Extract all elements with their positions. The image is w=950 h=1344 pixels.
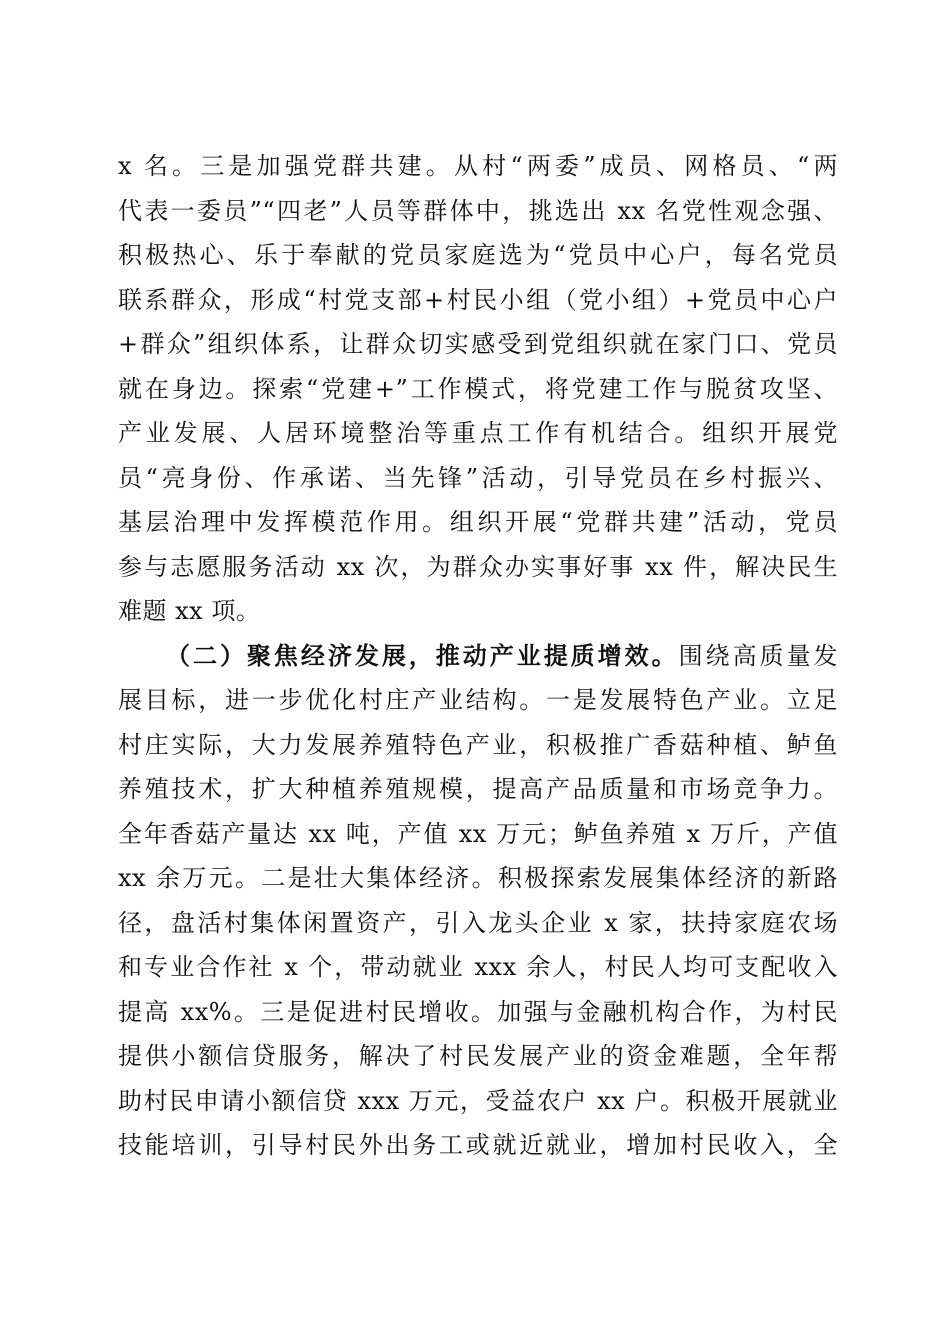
text-line: x 名。三是加强党群共建。从村“两委”成员、网格员、“两 [118, 152, 838, 180]
text-line: 代表一委员”“四老”人员等群体中，挑选出 xx 名党性观念强、 [118, 196, 838, 225]
text-line: +群众”组织体系，让群众切实感受到党组织就在家门口、党员 [118, 330, 838, 358]
section-heading-line [118, 634, 838, 679]
text-line: 员“亮身份、作承诺、当先锋”活动，引导党员在乡村振兴、 [118, 463, 838, 492]
text-line: 难题 xx 项。 [118, 597, 261, 625]
paragraph-economic-development [118, 634, 838, 1168]
text-line: 就在身边。探索“党建+”工作模式，将党建工作与脱贫攻坚、 [118, 374, 838, 403]
text-line: 提供小额信贷服务，解决了村民发展产业的资金难题，全年帮 [118, 1042, 838, 1070]
text-line: 基层治理中发挥模范作用。组织开展“党群共建”活动，党员 [118, 508, 838, 536]
text-line: 全年香菇产量达 xx 吨，产值 xx 万元；鲈鱼养殖 x 万斤，产值 [118, 819, 838, 848]
text-line: 联系群众，形成“村党支部+村民小组（党小组）+党员中心户 [118, 285, 838, 314]
paragraph-party-building [118, 144, 838, 634]
text-line: 提高 xx%。三是促进村民增收。加强与金融机构合作，为村民 [118, 997, 838, 1026]
text-line: 技能培训，引导村民外出务工或就近就业，增加村民收入，全 [118, 1131, 838, 1159]
text-line: 径，盘活村集体闲置资产，引入龙头企业 x 家，扶持家庭农场 [118, 908, 838, 937]
text-line: 和专业合作社 x 个，带动就业 xxx 余人，村民人均可支配收入 [118, 953, 838, 981]
text-line: 积极热心、乐于奉献的党员家庭选为“党员中心户，每名党员 [118, 241, 838, 269]
text-line: 参与志愿服务活动 xx 次，为群众办实事好事 xx 件，解决民生 [118, 552, 838, 581]
heading-line-rest: 围绕高质量发 [678, 641, 839, 670]
body-text [118, 144, 838, 1168]
text-line: xx 余万元。二是壮大集体经济。积极探索发展集体经济的新路 [118, 864, 838, 892]
text-line: 展目标，进一步优化村庄产业结构。一是发展特色产业。立足 [118, 686, 838, 714]
text-line: 助村民申请小额信贷 xxx 万元，受益农户 xx 户。积极开展就业 [118, 1086, 838, 1115]
text-line: 村庄实际，大力发展养殖特色产业，积极推广香菇种植、鲈鱼 [118, 730, 838, 759]
text-line: 养殖技术，扩大种植养殖规模，提高产品质量和市场竞争力。 [118, 775, 838, 803]
section-heading: （二）聚焦经济发展，推动产业提质增效。 [166, 640, 679, 670]
text-line: 产业发展、人居环境整治等重点工作有机结合。组织开展党 [118, 419, 838, 447]
